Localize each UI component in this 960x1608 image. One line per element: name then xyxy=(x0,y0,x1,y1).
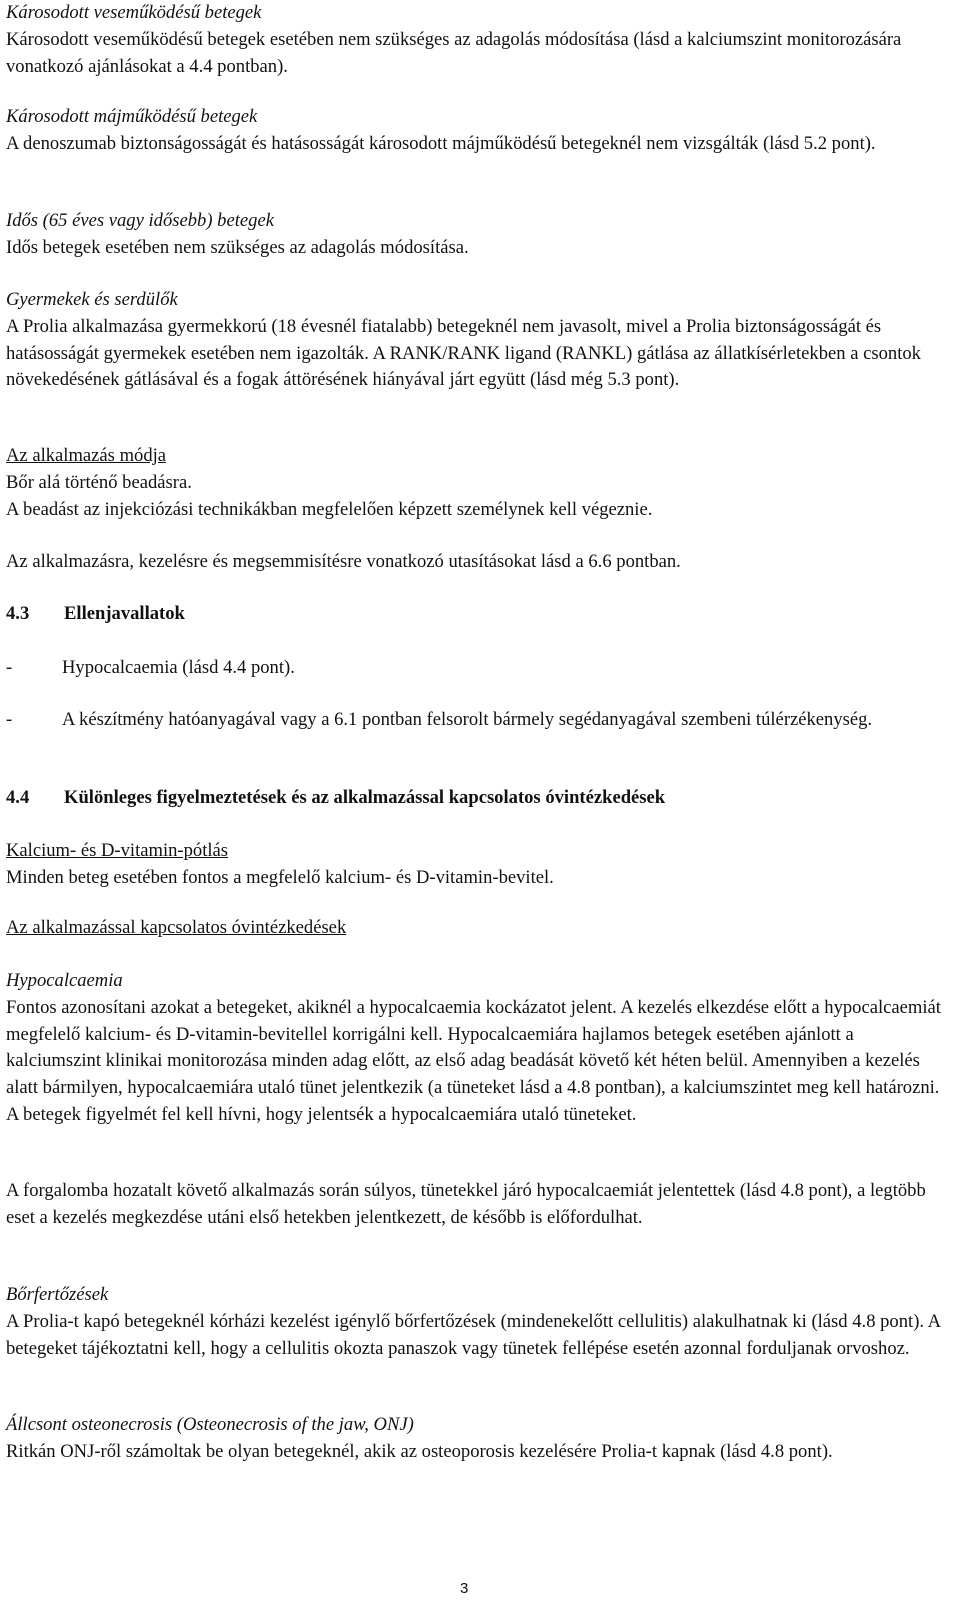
skin-infections-heading: Bőrfertőzések xyxy=(6,1284,109,1305)
section-elderly xyxy=(6,208,946,262)
section-skin-infections xyxy=(6,1282,946,1362)
section-title: Ellenjavallatok xyxy=(64,603,185,624)
section-administration xyxy=(6,443,946,523)
section-renal-impairment xyxy=(6,0,946,80)
list-item-text: A készítmény hatóanyagával vagy a 6.1 pontban felsorolt bármely segédanyagával szembeni túlérzékenység. xyxy=(62,709,873,730)
onj-heading: Állcsont osteonecrosis (Osteonecrosis of the jaw, ONJ) xyxy=(6,1414,414,1435)
administration-line-2: A beadást az injekciózási technikákban megfelelően képzett személynek kell végeznie. xyxy=(6,498,653,520)
section-precautions xyxy=(6,915,946,942)
section-title: Különleges figyelmeztetések és az alkalmazással kapcsolatos óvintézkedések xyxy=(64,787,666,808)
paediatric-text: A Prolia alkalmazása gyermekkorú (18 évesnél fiatalabb) betegeknél nem javasolt, mivel a Prolia biztonságosságát és hatásosságát gyermekek esetében nem igazolták. A RANK/RANK ligand (RANKL) gátlása az állatkísérletekben a csontok növekedésének gátlásával és a fogak áttörésének hiányával járt együtt (lásd még 5.3 pont). xyxy=(6,315,921,391)
section-onj xyxy=(6,1412,946,1466)
section-4-4-heading xyxy=(6,785,946,812)
hypocalcaemia-text: Fontos azonosítani azokat a betegeket, akiknél a hypocalcaemia kockázatot jelent. A kezelés elkezdése előtt a hypocalcaemiát megfelelő kalcium- és D-vitamin-bevitellel korrigálni kell. Hypocalcaemiára hajlamos betegek esetében ajánlott a kalciumszint klinikai monitorozása minden adag előtt, az első adag beadását követő két héten belül. Amennyiben a kezelés alatt bármilyen, hypocalcaemiára utaló tünet jelentkezik (a tüneteket lásd a 4.8 pontban), a kalciumszintet meg kell határozni. A betegek figyelmét fel kell hívni, hogy jelentsék a hypocalcaemiára utaló tüneteket. xyxy=(6,996,941,1125)
handling-text: Az alkalmazásra, kezelésre és megsemmisítésre vonatkozó utasításokat lásd a 6.6 pontban. xyxy=(6,551,681,572)
section-calcium-supplement xyxy=(6,838,946,892)
paediatric-heading: Gyermekek és serdülők xyxy=(6,289,178,310)
section-postmarketing xyxy=(6,1178,946,1232)
contraindication-item xyxy=(6,655,926,682)
section-handling xyxy=(6,549,946,576)
section-number: 4.3 xyxy=(6,603,30,624)
skin-infections-text: A Prolia-t kapó betegeknél kórházi kezelést igénylő bőrfertőzések (mindenekelőtt cellulitis) alakulhatnak ki (lásd 4.8 pont). A betegeket tájékoztatni kell, hogy a cellulitis okozta panaszok vagy tünetek fellépése esetén azonnal forduljanak orvoshoz. xyxy=(6,1310,941,1359)
administration-heading: Az alkalmazás módja xyxy=(6,445,167,466)
renal-heading: Károsodott veseműködésű betegek xyxy=(6,2,262,23)
list-dash: - xyxy=(6,657,13,678)
renal-text: Károsodott veseműködésű betegek esetében nem szükséges az adagolás módosítása (lásd a kalciumszint monitorozására vonatkozó ajánlásokat a 4.4 pontban). xyxy=(6,28,902,77)
list-dash: - xyxy=(6,709,13,730)
onj-text: Ritkán ONJ-ről számoltak be olyan betegeknél, akik az osteoporosis kezelésére Prolia-t kapnak (lásd 4.8 pont). xyxy=(6,1440,833,1462)
section-hypocalcaemia xyxy=(6,968,946,1129)
section-number: 4.4 xyxy=(6,787,30,808)
section-hepatic-impairment xyxy=(6,104,946,158)
precautions-heading: Az alkalmazással kapcsolatos óvintézkedések xyxy=(6,917,347,938)
section-4-3-heading xyxy=(6,601,946,628)
calcium-heading: Kalcium- és D-vitamin-pótlás xyxy=(6,840,229,861)
hepatic-text: A denoszumab biztonságosságát és hatásosságát károsodott májműködésű betegeknél nem vizsgálták (lásd 5.2 pont). xyxy=(6,132,876,154)
postmarketing-text: A forgalomba hozatalt követő alkalmazás során súlyos, tünetekkel járó hypocalcaemiát jelentettek (lásd 4.8 pont), a legtöbb eset a kezelés megkezdése utáni első hetekben jelentkezett, de később is előfordulhat. xyxy=(6,1180,926,1228)
hepatic-heading: Károsodott májműködésű betegek xyxy=(6,106,258,127)
page-number: 3 xyxy=(460,1580,469,1597)
elderly-text: Idős betegek esetében nem szükséges az adagolás módosítása. xyxy=(6,236,469,258)
list-item-text: Hypocalcaemia (lásd 4.4 pont). xyxy=(62,657,295,678)
calcium-text: Minden beteg esetében fontos a megfelelő kalcium- és D-vitamin-bevitel. xyxy=(6,866,554,888)
elderly-heading: Idős (65 éves vagy idősebb) betegek xyxy=(6,210,274,231)
contraindication-item xyxy=(6,707,926,734)
hypocalcaemia-heading: Hypocalcaemia xyxy=(6,970,123,991)
administration-line-1: Bőr alá történő beadásra. xyxy=(6,471,192,493)
section-paediatric xyxy=(6,287,946,394)
